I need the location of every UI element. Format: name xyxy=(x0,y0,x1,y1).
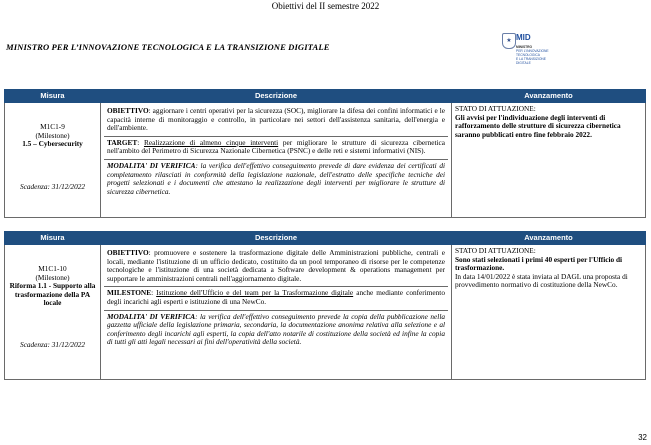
status-bold: Gli avvisi per l'individuazione degli interventi di rafforzamento delle strutture di sicurezza cibernetica saranno pubblicati entro fine febbraio 2022. xyxy=(455,112,621,139)
status-title: STATO DI ATTUAZIONE xyxy=(455,246,534,255)
status-bold: Sono stati selezionati i primi 40 esperti per l'Ufficio di trasformazione. xyxy=(455,254,623,273)
ministry-logo xyxy=(502,31,572,67)
verification-block: MODALITA' DI VERIFICA: la verifica dell'effettivo conseguimento prevede di dare evidenza dei certificati di completamento rilasciati in conformità della legislazione nazionale, dell'estratto delle specifiche tecniche dei progetti selezionati e i documenti che attestano la realizzazione degli interventi per migliorare le strutture di sicurezza cibernetica. xyxy=(104,159,448,199)
measure-code: M1C1-10 xyxy=(38,264,67,273)
measure-code: M1C1-9 xyxy=(40,122,65,131)
status-cell: STATO DI ATTUAZIONE: Gli avvisi per l'individuazione degli interventi di rafforzamento delle strutture di sicurezza cibernetica saranno pubblicati entro fine febbraio 2022. xyxy=(452,103,646,218)
page-number: 32 xyxy=(638,433,647,442)
status-cell: STATO DI ATTUAZIONE: Sono stati selezionati i primi 40 esperti per l'Ufficio di trasformazione. In data 14/01/2022 è stata inviata al DAGL una proposta di provvedimento normativo di costituzione della NewCo. xyxy=(452,245,646,380)
logo-mark: MID xyxy=(516,33,531,42)
description-cell xyxy=(101,245,452,380)
milestone-block: MILESTONE: Istituzione dell'Ufficio e del team per la Trasformazione digitale anche mediante conferimento degli incarichi agli esperti e istituzione di una NewCo. xyxy=(104,286,448,309)
measure-table-1 xyxy=(4,89,646,218)
col-misura: Misura xyxy=(5,90,101,103)
measure-name: 1.5 – Cybersecurity xyxy=(22,139,83,149)
status-title: STATO DI ATTUAZIONE xyxy=(455,104,534,113)
emblem-icon: ★ xyxy=(502,33,516,49)
misura-cell xyxy=(5,245,101,380)
page-header: Obiettivi del II semestre 2022 xyxy=(271,1,380,11)
measure-deadline: Scadenza: 31/12/2022 xyxy=(19,182,86,191)
description-cell xyxy=(101,103,452,218)
col-misura: Misura xyxy=(5,232,101,245)
measure-table-2 xyxy=(4,231,646,380)
col-avanzamento: Avanzamento xyxy=(452,232,646,245)
measure-kind: (Milestone) xyxy=(35,272,70,282)
ministry-title: MINISTRO PER L’INNOVAZIONE TECNOLOGICA E LA TRANSIZIONE DIGITALE xyxy=(6,42,330,52)
verification-block: MODALITA' DI VERIFICA: la verifica dell'effettivo conseguimento prevede la copia della pubblicazione nella gazzetta ufficiale della legislazione primaria, secondaria, la documentazione anonima relativa alla selezione e al conferimento degli incarichi agli esperti, la copia dell'atto notarile di costituzione della società ed infine la copia di tutti gli atti legali necessari ai fini dell'operatività della società. xyxy=(104,310,448,350)
objective-block: OBIETTIVO: promuovere e sostenere la trasformazione digitale delle Amministrazioni pubbliche, centrali e locali, mediante l'istituzione di un ufficio dedicato, costituito da un pool temporaneo di risorse per le competenze tecnologiche e l'istituzione di una società dedicata a Software development & operations management per supportare le amministrazioni centrali nell'aggiornamento digitale. xyxy=(107,248,445,283)
logo-text: MINISTRO PER L'INNOVAZIONE TECNOLOGICA E LA TRANSIZIONE DIGITALE xyxy=(516,45,549,65)
objective-block: OBIETTIVO: aggiornare i centri operativi per la sicurezza (SOC), migliorare la difesa dei confini informatici e le capacità interne di monitoraggio e controllo, in particolare nei settori dell'assistenza sanitaria, dell'energia e dell'ambiente. xyxy=(107,106,445,133)
status-text: In data 14/01/2022 è stata inviata al DAGL una proposta di provvedimento normativo di costituzione della NewCo. xyxy=(455,271,628,290)
measure-kind: (Milestone) xyxy=(35,130,70,140)
measure-deadline: Scadenza: 31/12/2022 xyxy=(19,340,86,349)
col-descrizione: Descrizione xyxy=(101,232,452,245)
target-block: TARGET: Realizzazione di almeno cinque interventi per migliorare le strutture di sicurezza cibernetica nell'ambito del Perimetro di Sicurezza Nazionale Cibernetica (PSNC) e delle reti e sistemi informativi (NIS). xyxy=(104,136,448,159)
col-descrizione: Descrizione xyxy=(101,90,452,103)
col-avanzamento: Avanzamento xyxy=(452,90,646,103)
misura-cell xyxy=(5,103,101,218)
measure-name: Riforma 1.1 - Supporto alla trasformazione della PA locale xyxy=(9,281,96,308)
